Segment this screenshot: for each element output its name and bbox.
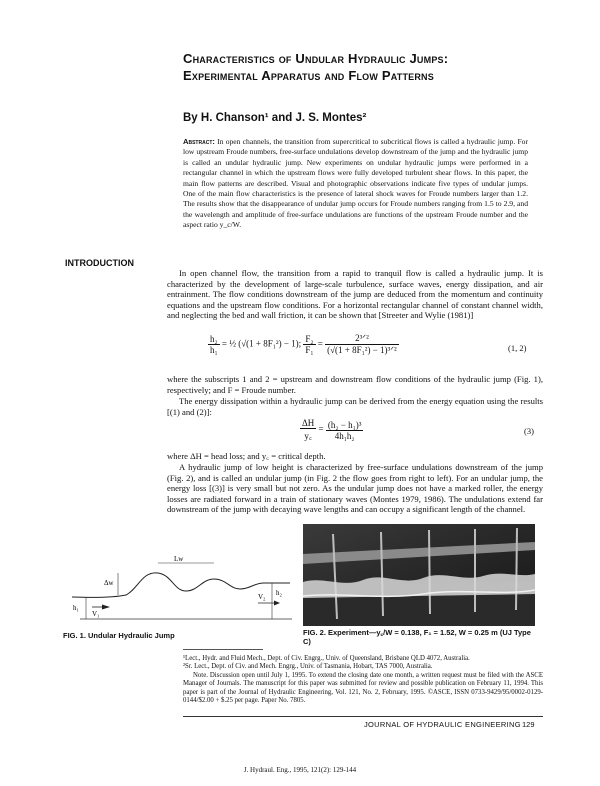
fig1-diagram: [62, 555, 294, 633]
footnote-2: ²Sr. Lect., Dept. of Civ. and Mech. Engrg., Univ. of Tasmania, Hobart, TAS 7000, Australia.: [183, 663, 433, 671]
eq1-middle: = ½ (√(1 + 8F₁²) − 1);: [221, 338, 302, 349]
page-number: 129: [522, 720, 535, 729]
footnote-1: ¹Lect., Hydr. and Fluid Mech., Dept. of Civ. Engrg., Univ. of Queensland, Brisbane QLD 4072, Australia.: [183, 655, 470, 662]
equation-3: $\frac{\Delta H}{y꜀}$ = $\frac{\text{(h₂ − h₁)³}}{\text{4h₁h₂}}$: [302, 418, 362, 441]
eq3-rhs-den: 4h₁h₂: [334, 430, 355, 441]
fig1-label-h2: h₂: [276, 589, 282, 597]
footnote-rule: [183, 649, 263, 650]
footnotes: [183, 655, 543, 705]
paper-title: Characteristics of Undular Hydraulic Jumps: Experimental Apparatus and Flow Patterns: [183, 51, 449, 83]
eq3-lhs-fraction: [300, 418, 316, 442]
fig1-label-dw: Δw: [104, 579, 114, 587]
equation-3-number: (3): [524, 426, 534, 436]
eq3-rhs-fraction: [326, 420, 364, 441]
authors: By H. Chanson¹ and J. S. Montes²: [183, 112, 367, 124]
fig1-label-lw: Lw: [174, 555, 184, 563]
fig1-caption: FIG. 1. Undular Hydraulic Jump: [63, 631, 175, 640]
intro-paragraph-2: where the subscripts 1 and 2 = upstream and downstream flow conditions of the hydraulic jump (Fig. 1), respectively; and F = Froude number.: [167, 374, 543, 395]
eq1-lhs-num: h₂: [210, 334, 218, 344]
fig2-photograph: [303, 524, 535, 626]
journal-rule: [183, 716, 543, 717]
section-heading: INTRODUCTION: [65, 258, 134, 268]
eq1-lhs-den: h₁: [210, 345, 218, 355]
footnote-3: Note. Discussion open until July 1, 1995. To extend the closing date one month, a written request must be filed with the ASCE Manager of Journals. The manuscript for this paper was submitted for review and possible publication on February 11, 1994. This paper is part of the Journal of Hydraulic Engineering, Vol. 121, No. 2, February, 1995. ©ASCE, ISSN 0733-9429/95/0002-0129-0144/$2.00 + $.25 per page. Paper No. 7805.: [183, 671, 543, 705]
intro-paragraph-4: where ΔH = head loss; and y꜀ = critical depth.: [167, 451, 326, 461]
eq1-rhs-fraction-2: [325, 333, 399, 356]
eq3-lhs-num: ΔH: [302, 418, 315, 428]
equation-1-2-number: (1, 2): [508, 343, 527, 353]
eq3-rhs-num: (h₂ − h₁)³: [327, 419, 362, 430]
abstract-label: Abstract:: [183, 137, 215, 146]
eq1-lhs-fraction: [208, 334, 220, 355]
journal-name: JOURNAL OF HYDRAULIC ENGINEERING: [364, 720, 521, 729]
eq1-rhs-den: F₁: [305, 345, 314, 355]
fig2-caption: FIG. 2. Experiment—y꜀/W = 0.138, F₁ = 1.52, W = 0.25 m (UJ Type C): [303, 628, 531, 646]
intro-paragraph-3: The energy dissipation within a hydraulic jump can be derived from the energy equation using the results [(1) and (2)]:: [167, 396, 543, 417]
fig1-label-h1: h₁: [73, 604, 79, 612]
citation: J. Hydraul. Eng., 1995, 121(2): 129-144: [243, 766, 357, 774]
intro-paragraph-1: In open channel flow, the transition from a rapid to tranquil flow is called a hydraulic jump. It is characterized by the development of large-scale turbulence, surface waves, energy dissipation, and air entrainment. The flow conditions downstream of the jump are deduced from the momentum and continuity equations and the upstream flow conditions. For a horizontal rectangular channel of constant channel width, and neglecting the bed and wall friction, it can be shown that [Streeter and Wylie (1981)]: [167, 268, 543, 321]
eq1-rhs-fraction: [303, 334, 315, 355]
eq1-rhs2-num: 2³ᐟ²: [325, 333, 399, 345]
eq1-rhs-num: F₂: [305, 334, 314, 344]
fig1-label-v2: V₂: [258, 593, 266, 601]
fig1-label-v1: V₁: [92, 610, 100, 618]
intro-paragraph-5: A hydraulic jump of low height is characterized by free-surface undulations downstream of the jump (Fig. 2), and is called an undular jump (in Fig. 2 the flow goes from right to left). For an undular jump, the energy loss [(3)] is very small but not zero. As the undular jump does not have a marked roller, the energy losses are radiated forward in a train of stationary waves (Montes 1979, 1986). The undulations extend far downstream of the jump with decaying wave lengths and can occupy a significant length of the channel.: [167, 462, 543, 515]
abstract: [183, 137, 528, 231]
abstract-text: In open channels, the transition from supercritical to subcritical flows is called a hydraulic jump. For low upstream Froude numbers, free-surface undulations develop downstream of the jump and the hydraulic jump is called an undular hydraulic jump. New experiments on undular hydraulic jumps were performed in a rectangular channel in which the upstream flows were fully developed turbulent shear flows. In this paper, the main flow patterns are described. Visual and photographic observations indicate five types of undular jumps. One of the main flow characteristics is the presence of lateral shock waves for Froude numbers larger than 1.2. The results show that the disappearance of undular jump occurs for Froude numbers ranging from 1.5 to 2.9, and the wavelength and amplitude of free-surface undulations are functions of the upstream Froude number and the aspect ratio y_c/W.: [183, 137, 528, 230]
eq3-lhs-den: y꜀: [304, 431, 312, 441]
eq1-rhs2-den: (√(1 + 8F₁²) − 1)³ᐟ²: [327, 345, 397, 355]
equation-1-2: $\frac{\text{h₂}}{\text{h₁}}$ = ½ (√(1 + 8F₁²) − 1); $\frac{\text{F₂}}{\text{F₁}}$ = $\frac{\text{2³ᐟ²}}{\text{(√(1 + 8F₁²) − 1)³ᐟ²}}$: [210, 333, 397, 355]
